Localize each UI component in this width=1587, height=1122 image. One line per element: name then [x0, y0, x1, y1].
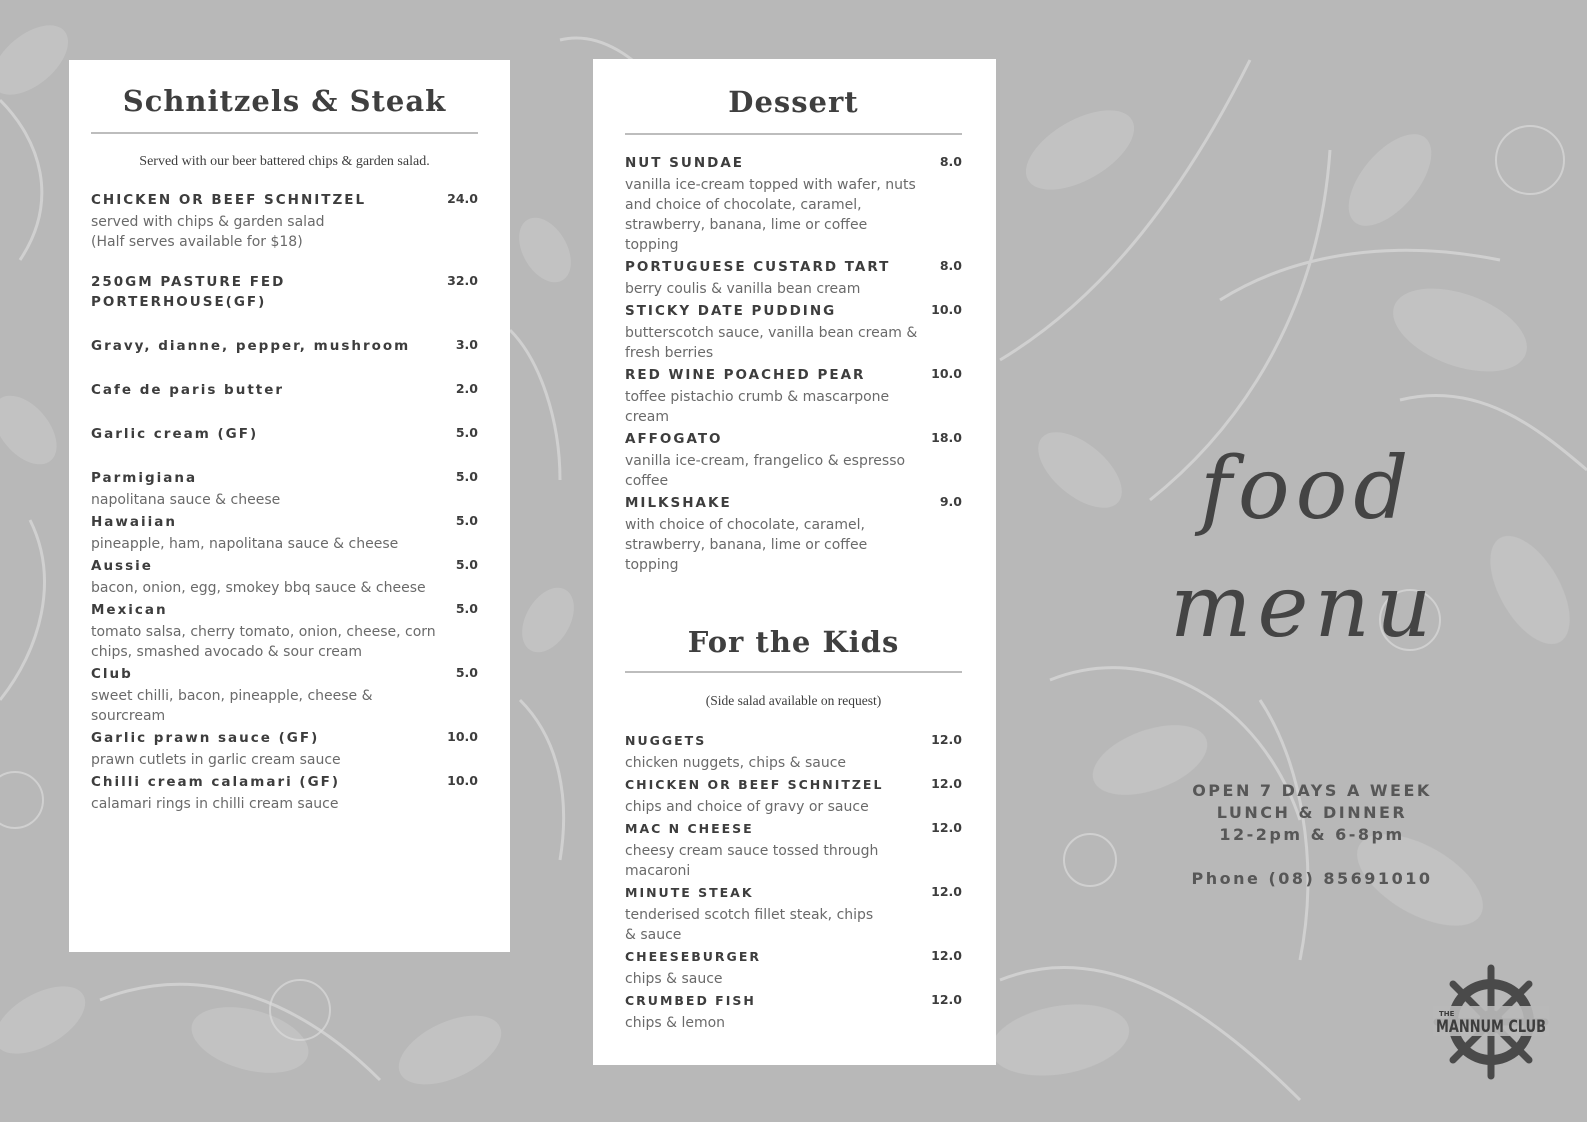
menu-item-name: CHEESEBURGER: [625, 949, 761, 964]
menu-item-price: 2.0: [455, 381, 478, 396]
menu-item-description: tenderised scotch fillet steak, chips & sauce: [625, 907, 874, 943]
opening-hours: [1160, 780, 1464, 890]
menu-item: [91, 424, 478, 444]
menu-item-price: 8.0: [939, 154, 962, 169]
kids-note: (Side salad available on request): [705, 693, 882, 708]
menu-item-description: pineapple, ham, napolitana sauce & cheese: [91, 536, 399, 552]
menu-item: [625, 991, 962, 1033]
dessert-kids-panel: [593, 59, 996, 1065]
menu-item: [91, 512, 478, 554]
menu-item-description: cheesy cream sauce tossed through macaroni: [625, 843, 879, 879]
menu-item-price: 12.0: [931, 820, 962, 835]
menu-item: [91, 556, 478, 598]
hours-line-2: LUNCH & DINNER: [1216, 803, 1408, 822]
menu-item: [625, 365, 962, 427]
menu-item: [91, 600, 478, 662]
menu-item-name: PORTUGUESE CUSTARD TART: [625, 259, 891, 275]
menu-item: [625, 775, 962, 817]
menu-item-name: CHICKEN OR BEEF SCHNITZEL: [91, 192, 367, 208]
cover-word-food: food: [1200, 439, 1415, 539]
menu-item-price: 12.0: [931, 732, 962, 747]
menu-item-name: Gravy, dianne, pepper, mushroom: [91, 338, 411, 354]
menu-item-description: tomato salsa, cherry tomato, onion, cheese, corn chips, smashed avocado & sour cream: [91, 624, 436, 660]
cover-word-menu: menu: [1170, 557, 1438, 657]
menu-item-description: served with chips & garden salad (Half serves available for $18): [91, 214, 325, 250]
menu-item: [91, 772, 478, 814]
menu-item: [91, 468, 478, 510]
menu-item: [91, 272, 478, 312]
menu-item: [625, 883, 962, 945]
menu-item-name: Chilli cream calamari (GF): [91, 774, 341, 790]
section-note: Served with our beer battered chips & garden salad.: [139, 154, 430, 169]
menu-item-price: 18.0: [931, 430, 962, 445]
cover-title: [1160, 430, 1460, 666]
menu-item-description: vanilla ice-cream, frangelico & espresso coffee: [625, 453, 906, 489]
menu-item: [625, 429, 962, 491]
title-divider: [91, 132, 478, 134]
menu-item-price: 32.0: [447, 273, 478, 288]
section-title-schnitzels: Schnitzels & Steak: [122, 84, 447, 118]
menu-item: [625, 153, 962, 255]
menu-item: [91, 728, 478, 770]
menu-item-description: with choice of chocolate, caramel, strawberry, banana, lime or coffee topping: [625, 517, 868, 573]
menu-item-price: 3.0: [455, 337, 478, 352]
menu-item-description: napolitana sauce & cheese: [91, 492, 281, 508]
menu-item-name: MAC N CHEESE: [625, 821, 754, 836]
menu-item-description: chips and choice of gravy or sauce: [625, 799, 869, 815]
menu-item-price: 10.0: [931, 366, 962, 381]
menu-item-price: 12.0: [931, 992, 962, 1007]
menu-item-description: chicken nuggets, chips & sauce: [625, 755, 847, 771]
menu-item-name: MILKSHAKE: [625, 495, 732, 511]
section-title-dessert: Dessert: [728, 85, 859, 119]
mannum-club-logo: [1433, 964, 1549, 1082]
menu-item-description: butterscotch sauce, vanilla bean cream & fresh berries: [625, 325, 918, 361]
menu-item-name: MINUTE STEAK: [625, 885, 754, 900]
menu-item: [625, 257, 962, 299]
menu-item-description: berry coulis & vanilla bean cream: [625, 281, 861, 297]
menu-item-description: sweet chilli, bacon, pineapple, cheese & sourcream: [91, 688, 373, 724]
menu-item-name: CHICKEN OR BEEF SCHNITZEL: [625, 777, 884, 792]
menu-item-price: 5.0: [455, 601, 478, 616]
menu-item: [625, 819, 962, 881]
menu-item-description: vanilla ice-cream topped with wafer, nuts and choice of chocolate, caramel, strawberry, banana, lime or coffee topping: [625, 177, 916, 253]
menu-item-name: Parmigiana: [91, 470, 198, 486]
menu-item-name: AFFOGATO: [625, 431, 723, 447]
menu-item-price: 10.0: [447, 773, 478, 788]
menu-item-name: RED WINE POACHED PEAR: [625, 367, 866, 383]
menu-item-name: STICKY DATE PUDDING: [625, 303, 837, 319]
menu-item-price: 12.0: [931, 884, 962, 899]
menu-item-price: 10.0: [447, 729, 478, 744]
menu-item-price: 5.0: [455, 425, 478, 440]
menu-item: [625, 947, 962, 989]
menu-item-price: 5.0: [455, 469, 478, 484]
schnitzel-item-list: [91, 190, 478, 814]
menu-item: [91, 190, 478, 252]
menu-item-name: Aussie: [91, 558, 153, 574]
menu-item-name: Garlic prawn sauce (GF): [91, 730, 320, 746]
menu-item-price: 12.0: [931, 948, 962, 963]
menu-item-name: NUGGETS: [625, 733, 707, 748]
hours-line-1: OPEN 7 DAYS A WEEK: [1192, 781, 1432, 800]
menu-item-name: 250GM PASTURE FED PORTERHOUSE(GF): [91, 274, 286, 310]
menu-item-price: 24.0: [447, 191, 478, 206]
title-divider: [625, 671, 962, 673]
menu-item-price: 5.0: [455, 513, 478, 528]
menu-item-price: 8.0: [939, 258, 962, 273]
hours-line-3: 12-2pm & 6-8pm: [1219, 825, 1405, 844]
menu-item-name: Club: [91, 666, 133, 682]
menu-item: [91, 336, 478, 356]
menu-item-description: calamari rings in chilli cream sauce: [91, 796, 339, 812]
menu-item-name: Cafe de paris butter: [91, 382, 285, 398]
logo-text: MANNUM CLUB: [1436, 1017, 1546, 1037]
menu-item-description: chips & sauce: [625, 971, 723, 987]
menu-item-name: Mexican: [91, 602, 168, 618]
menu-item-price: 5.0: [455, 557, 478, 572]
menu-item-price: 9.0: [939, 494, 962, 509]
menu-item-name: Hawaiian: [91, 514, 177, 530]
menu-item-price: 10.0: [931, 302, 962, 317]
section-title-kids: For the Kids: [687, 625, 900, 659]
menu-item: [625, 493, 962, 575]
schnitzels-steak-panel: [69, 60, 510, 952]
phone-number: Phone (08) 85691010: [1191, 869, 1433, 888]
menu-item-description: toffee pistachio crumb & mascarpone cream: [625, 389, 890, 425]
menu-item-description: bacon, onion, egg, smokey bbq sauce & cheese: [91, 580, 426, 596]
menu-item: [91, 380, 478, 400]
menu-item-name: NUT SUNDAE: [625, 155, 745, 171]
menu-item: [625, 731, 962, 773]
dessert-item-list: [625, 153, 962, 575]
menu-item-name: CRUMBED FISH: [625, 993, 756, 1008]
kids-item-list: [625, 731, 962, 1033]
logo-small-text: THE: [1439, 1010, 1455, 1018]
menu-item-description: chips & lemon: [625, 1015, 726, 1031]
menu-item-name: Garlic cream (GF): [91, 426, 259, 442]
menu-item-price: 5.0: [455, 665, 478, 680]
menu-item-description: prawn cutlets in garlic cream sauce: [91, 752, 341, 768]
title-divider: [625, 133, 962, 135]
menu-item: [625, 301, 962, 363]
menu-item-price: 12.0: [931, 776, 962, 791]
menu-item: [91, 664, 478, 726]
